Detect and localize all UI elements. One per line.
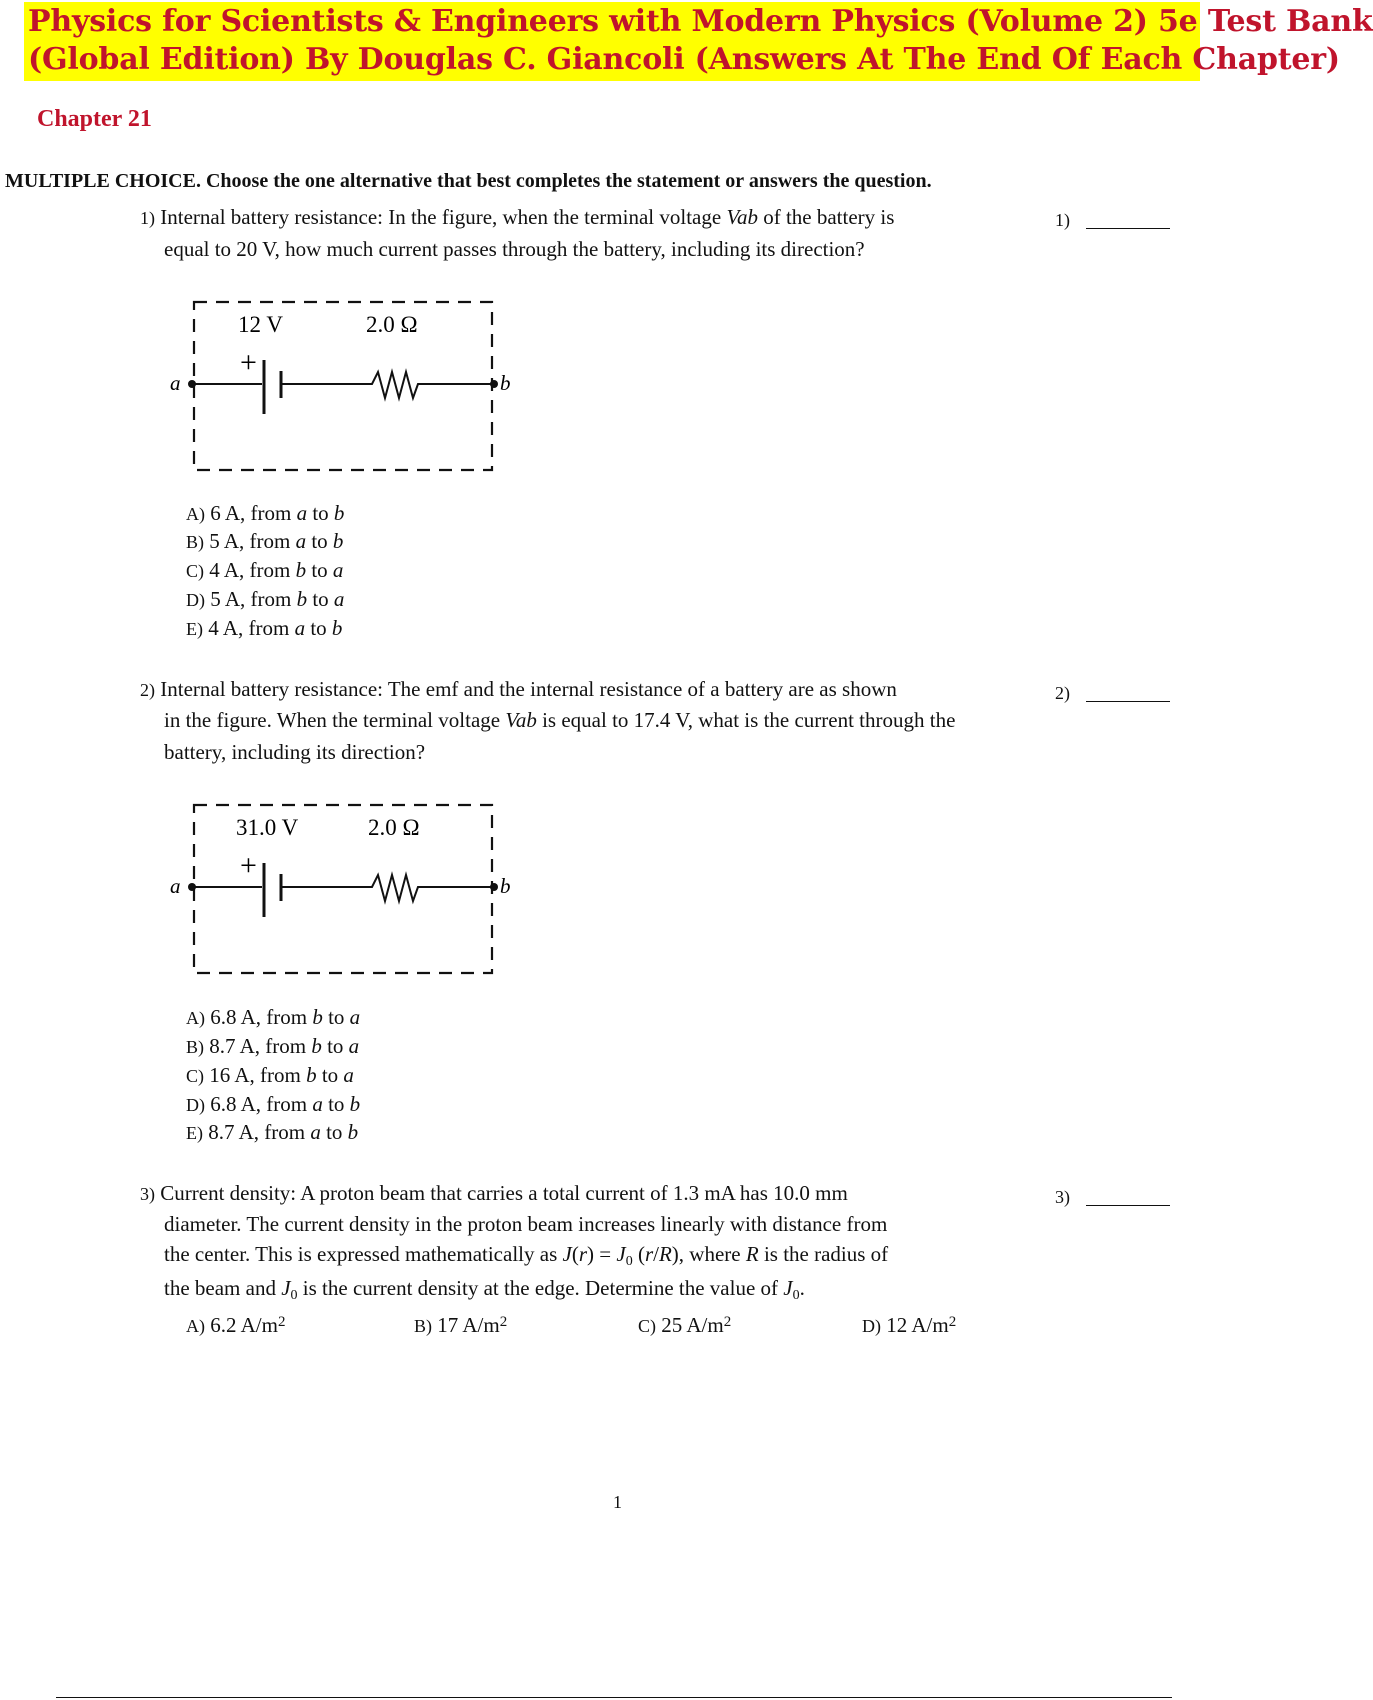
- node-a-label: a: [170, 874, 181, 898]
- question-2-line-2: in the figure. When the terminal voltage Vab is equal to 17.4 V, what is the current through the: [164, 708, 956, 732]
- question-1-line-2: equal to 20 V, how much current passes through the battery, including its direction?: [164, 237, 865, 261]
- question-3-number: 3): [140, 1184, 155, 1204]
- option-3b[interactable]: B) 17 $A/m^2$: [414, 1313, 508, 1337]
- option-2e[interactable]: E) 8.7 A, from a to b: [186, 1120, 359, 1144]
- resistor-zigzag: [281, 875, 494, 901]
- option-1d[interactable]: D) 5 A, from b to a: [186, 587, 345, 611]
- option-1b[interactable]: B) 5 A, from a to b: [186, 529, 344, 553]
- resistance-label: 2.0 Ω: [366, 312, 418, 337]
- question-2-number: 2): [140, 680, 155, 700]
- node-a-label: a: [170, 371, 181, 395]
- question-3-line-1: 3) Current density: A proton beam that carries a total current of 1.3 mA has 10.0 mm: [140, 1181, 848, 1205]
- circuit-figure-2: [160, 793, 520, 983]
- resistor-zigzag: [281, 372, 494, 398]
- answer-blank-2[interactable]: [1086, 701, 1170, 702]
- question-3-line-2: diameter. The current density in the proton beam increases linearly with distance from: [164, 1212, 888, 1236]
- option-2a[interactable]: A) 6.8 A, from b to a: [186, 1005, 361, 1029]
- option-3d[interactable]: D) 12 $A/m^2$: [862, 1313, 957, 1337]
- node-b-dot: [490, 380, 498, 388]
- option-2b[interactable]: B) 8.7 A, from b to a: [186, 1034, 360, 1058]
- resistance-label: 2.0 Ω: [368, 815, 420, 840]
- title-banner: [24, 2, 1373, 81]
- node-b-label: b: [500, 371, 511, 395]
- question-1-line-1: 1) Internal battery resistance: In the figure, when the terminal voltage Vab of the battery is: [140, 205, 895, 229]
- emf-label: 31.0 V: [236, 815, 299, 840]
- question-2-line-1: 2) Internal battery resistance: The emf and the internal resistance of a battery are as shown: [140, 677, 897, 701]
- node-b-label: b: [500, 874, 511, 898]
- question-3-line-3: the center. This is expressed mathematically as $J(r) = J_0$ (r/R), where R is the radius of: [164, 1242, 889, 1269]
- question-1-number: 1): [140, 208, 155, 228]
- plus-sign: +: [240, 849, 257, 882]
- option-1a[interactable]: A) 6 A, from a to b: [186, 501, 345, 525]
- option-3a[interactable]: A) 6.2 $A/m^2$: [186, 1313, 286, 1337]
- answer-label-3: 3): [1055, 1187, 1070, 1207]
- node-b-dot: [490, 883, 498, 891]
- answer-label-1: 1): [1055, 210, 1070, 230]
- option-2c[interactable]: C) 16 A, from b to a: [186, 1063, 354, 1087]
- question-3-line-4: the beam and $J_0$ is the current density at the edge. Determine the value of $J_0$.: [164, 1276, 805, 1303]
- question-2-line-3: battery, including its direction?: [164, 740, 426, 764]
- node-a-dot: [188, 883, 196, 891]
- option-3c[interactable]: C) 25 $A/m^2$: [638, 1313, 732, 1337]
- title-line-2: (Global Edition) By Douglas C. Giancoli (Answers At The End Of Each Chapter): [28, 42, 1340, 77]
- footer-rule: [56, 1697, 1172, 1698]
- answer-label-2: 2): [1055, 683, 1070, 703]
- option-1c[interactable]: C) 4 A, from b to a: [186, 558, 344, 582]
- option-1e[interactable]: E) 4 A, from a to b: [186, 616, 343, 640]
- page-number: 1: [613, 1492, 622, 1512]
- plus-sign: +: [240, 346, 257, 379]
- option-2d[interactable]: D) 6.8 A, from a to b: [186, 1092, 361, 1116]
- answer-blank-1[interactable]: [1086, 228, 1170, 229]
- title-line-1: Physics for Scientists & Engineers with Modern Physics (Volume 2) 5e Test Bank: [28, 4, 1373, 39]
- circuit-figure-1: [160, 290, 520, 480]
- var-vab-2: Vab: [505, 708, 537, 732]
- chapter-heading: Chapter 21: [37, 106, 152, 132]
- instructions: MULTIPLE CHOICE. Choose the one alternative that best completes the statement or answers the question.: [5, 170, 932, 192]
- answer-blank-3[interactable]: [1086, 1205, 1170, 1206]
- emf-label: 12 V: [238, 312, 283, 337]
- var-vab: Vab: [726, 205, 758, 229]
- node-a-dot: [188, 380, 196, 388]
